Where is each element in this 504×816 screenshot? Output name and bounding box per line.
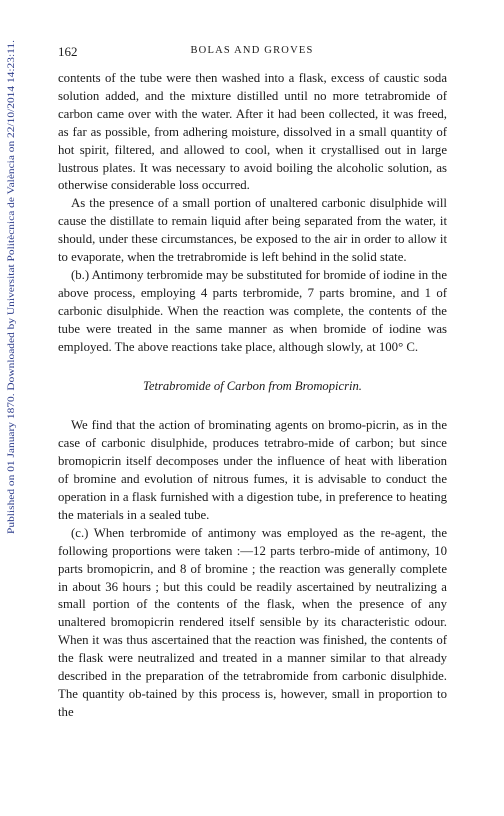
running-head: BOLAS AND GROVES [190, 45, 314, 56]
paragraph: We find that the action of brominating agents on bromo-picrin, as in the case of carbonic disulphide, produces tetrabro-mide of carbon; but since bromopicrin itself decomposes under the influence of heat with liberation of bromine and evolution of nitrous fumes, it is advisable to conduct the operation in a flask furnished with a digestion tube, in preference to heating the materials in a sealed tube. [58, 418, 447, 522]
paragraph: contents of the tube were then washed into a flask, excess of caustic soda solution added, and the mixture distilled until no more tetrabromide of carbon came over with the water. After it had been collected, it was freed, as far as possible, from adhering moisture, dissolved in a small quantity of hot spirit, filtered, and allowed to cool, when it crystallised out in large lustrous plates. It was necessary to avoid boiling the alcoholic solution, as otherwise considerable loss occurred. [58, 71, 447, 193]
download-stamp-text: Published on 01 January 1870. Downloaded by Universitat Politècnica de València on 22/10/2014 14:23:11. [7, 128, 17, 534]
section-heading: Tetrabromide of Carbon from Bromopicrin. [143, 378, 362, 393]
paragraph: (b.) Antimony terbromide may be substituted for bromide of iodine in the above process, employing 4 parts terbromide, 7 parts bromine, and 1 of carbonic disulphide. When the reaction was complete, the contents of the tube were treated in the same manner as when bromide of iodine was employed. The above reactions take place, although slowly, at 100° C. [58, 267, 448, 354]
download-stamp [2, 38, 18, 538]
article-body [58, 70, 447, 722]
page-number: 162 [58, 44, 78, 59]
page-header [58, 44, 446, 60]
paragraph: (c.) When terbromide of antimony was employed as the re-agent, the following proportions were taken :—12 parts terbro-mide of antimony, 10 parts bromopicrin, and 8 of bromine ; the reaction was generally complete in about 36 hours ; but this could be readily ascertained by neutralizing a small portion of the contents of the flask, when the presence of any unaltered bromopicrin rendered itself sensible by its characteristic odour. When it was thus ascertained that the reaction was finished, the contents of the flask were neutralized and treated in a manner similar to that already described in the preparation of the tetrabromide from carbonic disulphide. The quantity ob-tained by this process is, however, small in proportion to the [58, 525, 447, 719]
paragraph: As the presence of a small portion of unaltered carbonic disulphide will cause the distillate to remain liquid after being separated from the water, it should, under these circumstances, be exposed to the air in order to allow it to evaporate, when the tretrabromide is left behind in the solid state. [58, 196, 447, 265]
